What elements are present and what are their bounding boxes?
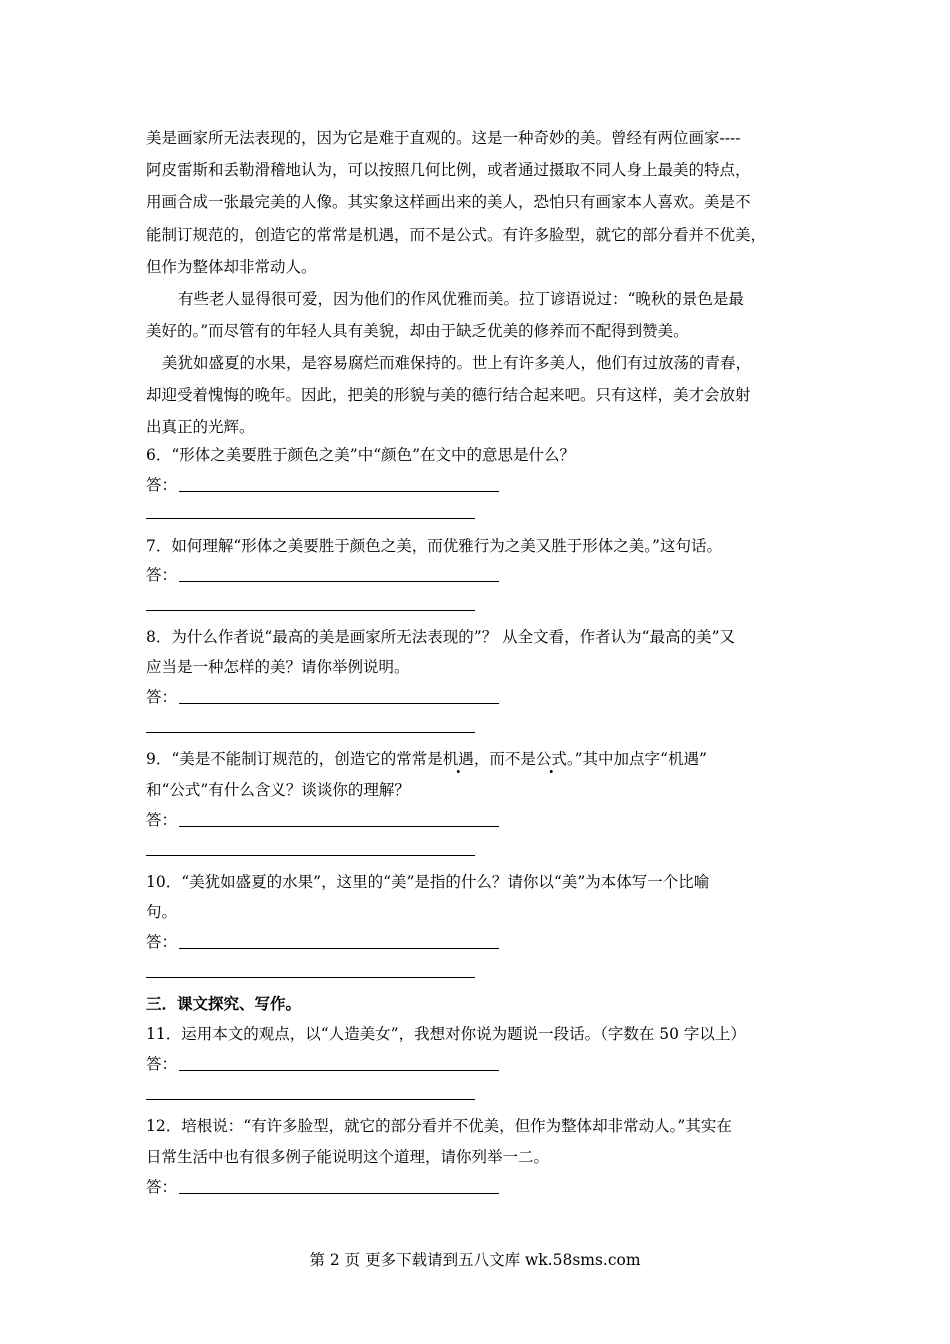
answer-label: 答： bbox=[146, 1055, 178, 1073]
q9-text-mid: ，而不是 bbox=[473, 750, 536, 768]
answer-underline bbox=[179, 810, 499, 827]
answer-underline-2[interactable] bbox=[146, 732, 475, 733]
q9-word-gongshi: 公式 bbox=[535, 750, 567, 768]
answer-underline bbox=[179, 932, 499, 949]
answer-line[interactable] bbox=[146, 1054, 499, 1074]
emphasis-dotted-word bbox=[443, 749, 474, 769]
question-7: 7．如何理解“形体之美要胜于颜色之美，而优雅行为之美又胜于形体之美。”这句话。 bbox=[146, 537, 722, 555]
passage-line: 美犹如盛夏的水果，是容易腐烂而难保持的。世上有许多美人，他们有过放荡的青春， bbox=[162, 354, 752, 372]
answer-underline bbox=[179, 1054, 499, 1071]
q9-text-post: 。”其中加点字“机遇” bbox=[566, 750, 707, 768]
answer-line[interactable] bbox=[146, 932, 499, 952]
question-11: 11．运用本文的观点，以“人造美女”，我想对你说为题说一段话。（字数在 50 字以上） bbox=[146, 1025, 746, 1043]
emphasis-dotted-word bbox=[536, 749, 567, 769]
question-12-line-1: 12．培根说：“有许多脸型，就它的部分看并不优美，但作为整体却非常动人。”其实在 bbox=[146, 1117, 732, 1135]
passage-line: 有些老人显得很可爱，因为他们的作风优雅而美。拉丁谚语说过：“晚秋的景色是最 bbox=[178, 290, 744, 308]
passage-line: 能制订规范的，创造它的常常是机遇，而不是公式。有许多脸型，就它的部分看并不优美， bbox=[146, 226, 767, 244]
answer-label: 答： bbox=[146, 811, 178, 829]
section-heading: 三．课文探究、写作。 bbox=[146, 994, 302, 1013]
answer-line[interactable] bbox=[146, 1177, 499, 1197]
answer-underline-2[interactable] bbox=[146, 610, 475, 611]
question-8-line-2: 应当是一种怎样的美？请你举例说明。 bbox=[146, 658, 410, 676]
passage-line: 出真正的光辉。 bbox=[146, 418, 255, 436]
question-6: 6．“形体之美要胜于颜色之美”中“颜色”在文中的意思是什么？ bbox=[146, 446, 576, 464]
q9-text-pre: 9．“美是不能制订规范的，创造它的常常是 bbox=[146, 750, 443, 768]
answer-underline-2[interactable] bbox=[146, 977, 475, 978]
passage-line: 但作为整体却非常动人。 bbox=[146, 258, 317, 276]
q9-word-jiyu: 机遇 bbox=[442, 750, 474, 768]
question-10-line-1: 10．“美犹如盛夏的水果”，这里的“美”是指的什么？请你以“美”为本体写一个比喻 bbox=[146, 873, 710, 891]
answer-underline-2[interactable] bbox=[146, 1099, 475, 1100]
answer-label: 答： bbox=[146, 566, 178, 584]
answer-line[interactable] bbox=[146, 475, 499, 495]
answer-underline bbox=[179, 565, 499, 582]
answer-underline bbox=[179, 1177, 499, 1194]
answer-label: 答： bbox=[146, 1178, 178, 1196]
question-8-line-1: 8．为什么作者说“最高的美是画家所无法表现的”？ 从全文看，作者认为“最高的美”又 bbox=[146, 628, 735, 646]
answer-label: 答： bbox=[146, 476, 178, 494]
answer-underline bbox=[179, 687, 499, 704]
answer-line[interactable] bbox=[146, 565, 499, 585]
question-12-line-2: 日常生活中也有很多例子能说明这个道理，请你列举一二。 bbox=[146, 1148, 550, 1166]
passage-line: 却迎受着愧悔的晚年。因此，把美的形貌与美的德行结合起来吧。只有这样，美才会放射 bbox=[146, 386, 751, 404]
passage-line: 美是画家所无法表现的，因为它是难于直观的。这是一种奇妙的美。曾经有两位画家---- bbox=[146, 129, 741, 147]
question-9-line-1 bbox=[146, 749, 707, 769]
answer-label: 答： bbox=[146, 688, 178, 706]
passage-line: 美好的。”而尽管有的年轻人具有美貌，却由于缺乏优美的修养而不配得到赞美。 bbox=[146, 322, 689, 340]
answer-underline bbox=[179, 475, 499, 492]
page-footer: 第 2 页 更多下载请到五八文库 wk.58sms.com bbox=[309, 1251, 641, 1269]
answer-line[interactable] bbox=[146, 810, 499, 830]
answer-underline-2[interactable] bbox=[146, 518, 475, 519]
passage-line: 用画合成一张最完美的人像。其实象这样画出来的美人，恐怕只有画家本人喜欢。美是不 bbox=[146, 193, 751, 211]
question-9-line-2: 和“公式”有什么含义？谈谈你的理解？ bbox=[146, 781, 410, 799]
question-10-line-2: 句。 bbox=[146, 903, 178, 921]
answer-underline-2[interactable] bbox=[146, 855, 475, 856]
passage-line: 阿皮雷斯和丢勒滑稽地认为，可以按照几何比例，或者通过摄取不同人身上最美的特点， bbox=[146, 161, 751, 179]
answer-label: 答： bbox=[146, 933, 178, 951]
answer-line[interactable] bbox=[146, 687, 499, 707]
